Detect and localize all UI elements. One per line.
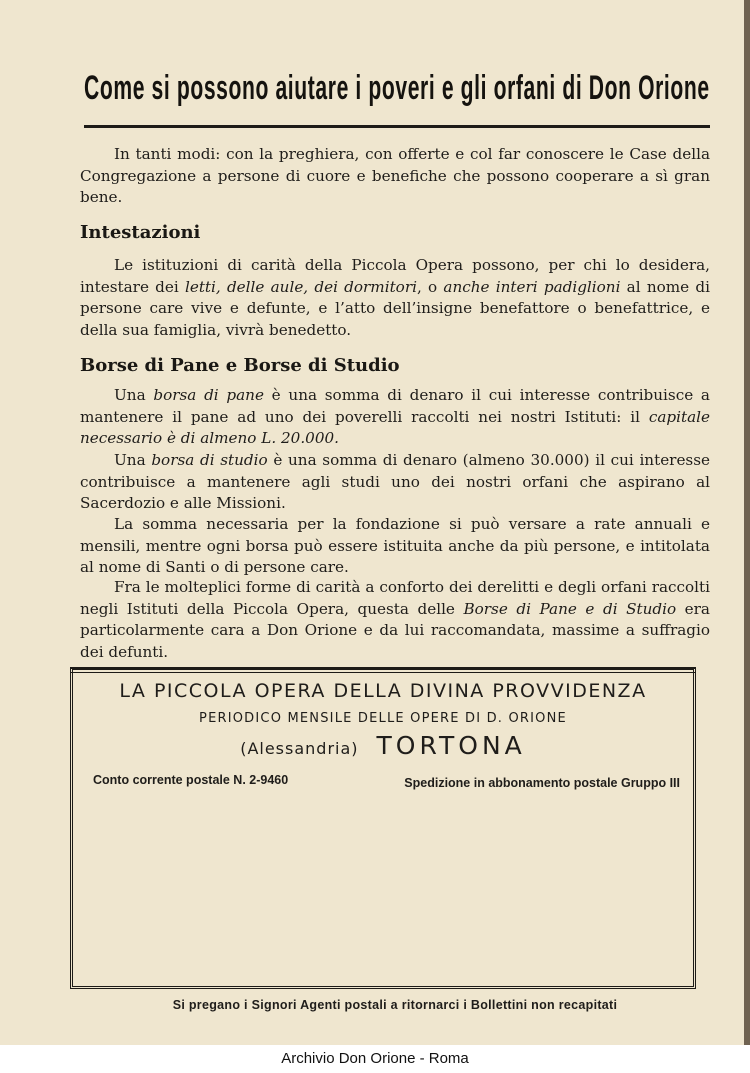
section-heading-borse: Borse di Pane e Borse di Studio: [80, 355, 400, 376]
page-edge-shadow: [744, 0, 750, 1045]
archive-label: Archivio Don Orione - Roma: [0, 1045, 750, 1073]
publication-province: (Alessandria): [240, 739, 359, 758]
postal-shipping: Spedizione in abbonamento postale Gruppo III: [404, 776, 680, 790]
title-underline: [84, 125, 710, 128]
publication-subtitle: PERIODICO MENSILE DELLE OPERE DI D. ORIONE: [199, 711, 567, 726]
intro-paragraph: In tanti modi: con la preghiera, con offerte e col far conoscere le Case della Congregazione a persone di cuore e benefiche che possono cooperare a sì gran bene.: [80, 145, 710, 206]
borsa-pane-paragraph: Una borsa di pane è una somma di denaro il cui interesse contribuisce a mantenere il pane ad uno dei poverelli raccolti nei nostri Istituti: il capitale necessario è di almeno L. 20.000.: [80, 386, 710, 447]
postal-agents-note: Si pregano i Signori Agenti postali a ritornarci i Bollettini non recapitati: [172, 998, 618, 1012]
publication-name: LA PICCOLA OPERA DELLA DIVINA PROVVIDENZA: [119, 680, 647, 702]
section-heading-intestazioni: Intestazioni: [80, 222, 201, 243]
molteplici-forme-paragraph: Fra le molteplici forme di carità a conforto dei derelitti e degli orfani raccolti negli Istituti della Piccola Opera, questa delle Borse di Pane e di Studio era particolarmente cara a Don Orione e da lui raccomandata, massime a suffragio dei defunti.: [80, 578, 710, 661]
fondazione-paragraph: La somma necessaria per la fondazione si può versare a rate annuali e mensili, mentre ogni borsa può essere istituita anche da più persone, e intitolata al nome di Santi o di persone care.: [80, 515, 710, 576]
publication-location: [70, 731, 696, 760]
intestazioni-paragraph: Le istituzioni di carità della Piccola Opera possono, per chi lo desidera, intestare dei letti, delle aule, dei dormitori, o anche interi padiglioni al nome di persone care vive e defunte, e l’atto dell’insigne benefattore o benefattrice, e della sua famiglia, vivrà benedetto.: [80, 256, 710, 339]
postal-account: Conto corrente postale N. 2-9460: [93, 773, 289, 787]
frame-top-rule: [70, 667, 696, 673]
page-title: Come si possono aiutare i poveri e gli orfani di Don Orione: [84, 69, 710, 107]
publication-city: TORTONA: [376, 731, 526, 760]
borsa-studio-paragraph: Una borsa di studio è una somma di denaro (almeno 30.000) il cui interesse contribuisce a mantenere agli studi uno dei nostri orfani che aspirano al Sacerdozio e alle Missioni.: [80, 451, 711, 512]
